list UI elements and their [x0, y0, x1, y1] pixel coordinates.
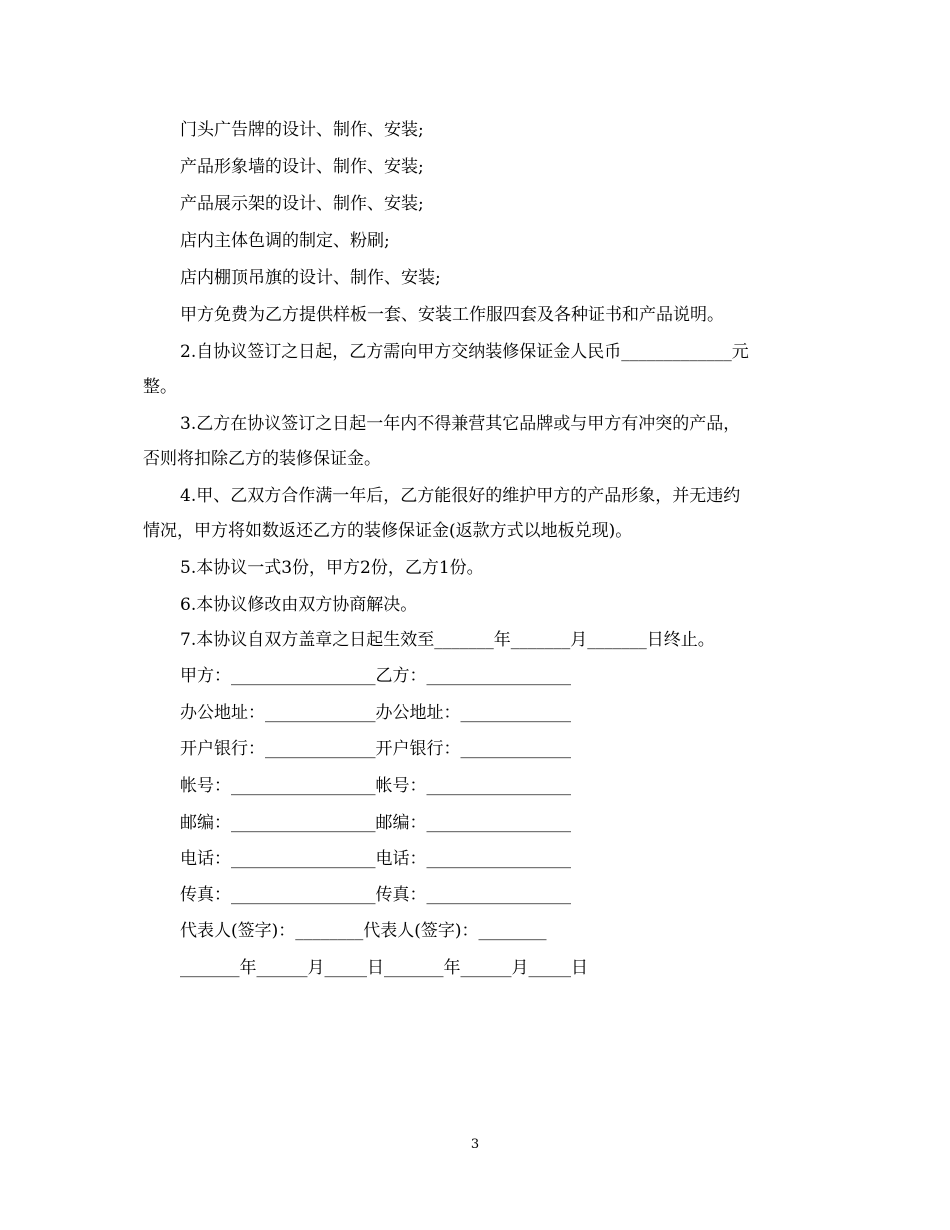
signature-account: 帐号：_________________帐号：_________________: [180, 776, 571, 796]
clause-4-line-1: 4.甲、乙双方合作满一年后，乙方能很好的维护甲方的产品形象，并无违约: [180, 486, 741, 506]
item-door-sign: 门头广告牌的设计、制作、安装;: [180, 120, 424, 140]
clause-6: 6.本协议修改由双方协商解决。: [180, 595, 418, 615]
clause-2-line-1: 2.自协议签订之日起，乙方需向甲方交纳装修保证金人民币_____________元: [180, 342, 749, 362]
clause-4-line-2: 情况，甲方将如数返还乙方的装修保证金(返款方式以地板兑现)。: [143, 521, 633, 541]
page-number: 3: [470, 1137, 480, 1152]
clause-7: 7.本协议自双方盖章之日起生效至_______年_______月_______日终止。: [180, 630, 715, 650]
signature-phone: 电话：_________________电话：_________________: [180, 849, 571, 869]
signature-date: _______年______月_____日_______年______月_____日: [180, 958, 588, 978]
item-ceiling-flags: 店内棚顶吊旗的设计、制作、安装;: [180, 268, 441, 288]
clause-3-line-2: 否则将扣除乙方的装修保证金。: [143, 449, 381, 469]
item-image-wall: 产品形象墙的设计、制作、安装;: [180, 157, 424, 177]
signature-postcode: 邮编：_________________邮编：_________________: [180, 813, 571, 833]
item-color-paint: 店内主体色调的制定、粉刷;: [180, 231, 390, 251]
clause-5: 5.本协议一式3份，甲方2份，乙方1份。: [180, 558, 484, 578]
item-free-supplies: 甲方免费为乙方提供样板一套、安装工作服四套及各种证书和产品说明。: [180, 305, 724, 325]
clause-3-line-1: 3.乙方在协议签订之日起一年内不得兼营其它品牌或与甲方有冲突的产品，: [180, 414, 741, 434]
signature-representative: 代表人(签字)：________代表人(签字)：________: [180, 921, 547, 941]
signature-bank: 开户银行：_____________开户银行：_____________: [180, 739, 571, 759]
item-display-rack: 产品展示架的设计、制作、安装;: [180, 194, 424, 214]
signature-fax: 传真：_________________传真：_________________: [180, 885, 571, 905]
signature-party: 甲方：_________________乙方：_________________: [180, 666, 571, 686]
signature-address: 办公地址：_____________办公地址：_____________: [180, 703, 571, 723]
clause-2-line-2: 整。: [143, 377, 177, 397]
